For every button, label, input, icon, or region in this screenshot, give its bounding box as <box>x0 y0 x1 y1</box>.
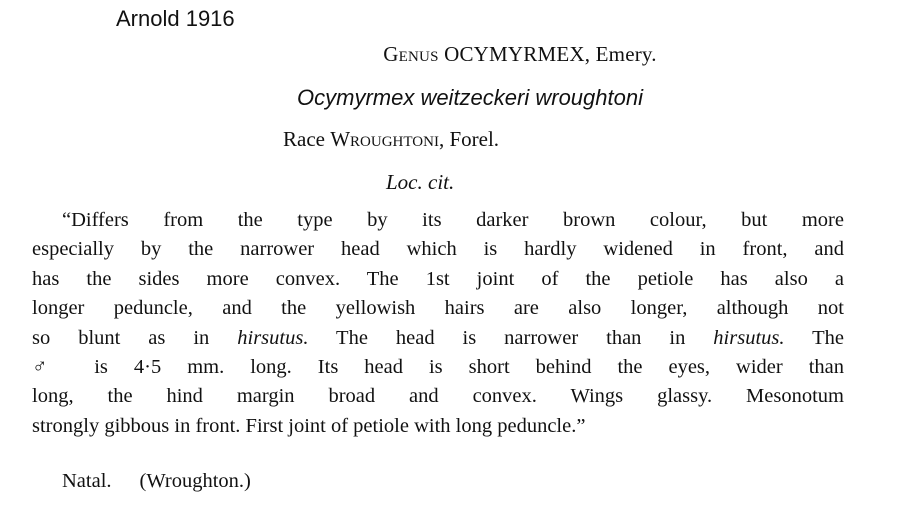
description-line: longer peduncle, and the yellowish hairs are also longer, although not <box>32 297 844 320</box>
description-line: strongly gibbous in front. First joint of petiole with long peduncle.” <box>32 414 586 437</box>
genus-prefix: Genus <box>383 42 439 66</box>
species-name: Ocymyrmex weitzeckeri wroughtoni <box>297 85 643 110</box>
description-text: so blunt as in <box>32 326 238 349</box>
description-line: has the sides more convex. The 1st joint of the petiole has also a <box>32 267 844 290</box>
loc-cit: Loc. cit. <box>386 170 455 194</box>
species-reference: hirsutus. <box>237 326 309 349</box>
genus-name: OCYMYRMEX, <box>444 42 591 66</box>
locality-place: Natal. <box>62 470 112 492</box>
race-heading <box>283 127 499 152</box>
locality-line <box>62 470 251 493</box>
race-name: Wroughtoni, <box>330 127 445 151</box>
citation-label: Arnold 1916 <box>116 6 235 31</box>
species-reference: hirsutus. <box>713 326 785 349</box>
description-line: especially by the narrower head which is hardly widened in front, and <box>32 238 844 261</box>
description-line <box>32 324 844 353</box>
description-line: long, the hind margin broad and convex. Wings glassy. Mesonotum <box>32 385 844 408</box>
locality-collector: (Wroughton.) <box>139 470 251 492</box>
race-prefix: Race <box>283 127 325 151</box>
description-text: The <box>784 326 844 349</box>
description-text: The head is narrower than in <box>308 326 714 349</box>
description-line: “Differs from the type by its darker brown colour, but more <box>62 209 844 231</box>
genus-heading <box>0 42 900 67</box>
genus-author: Emery. <box>595 42 657 66</box>
description-line: ♂ is 4·5 mm. long. Its head is short behind the eyes, wider than <box>32 356 844 379</box>
race-author: Forel. <box>449 127 500 151</box>
description-paragraph <box>32 206 844 441</box>
